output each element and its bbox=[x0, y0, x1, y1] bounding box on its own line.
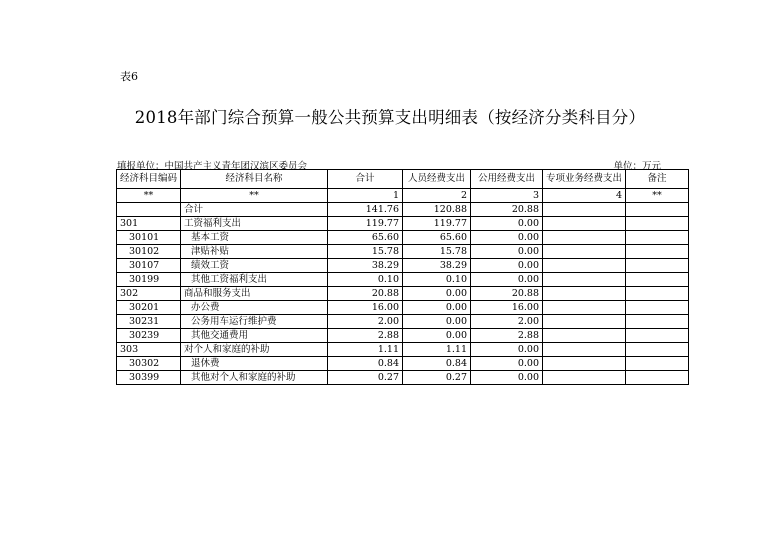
cell-name: 退休费 bbox=[181, 357, 328, 371]
cell-public: 16.00 bbox=[471, 301, 543, 315]
header-row bbox=[117, 170, 689, 189]
table-row bbox=[117, 287, 689, 301]
table-number: 表6 bbox=[120, 70, 138, 83]
cell-personnel: 65.60 bbox=[403, 231, 471, 245]
cell-total: 65.60 bbox=[328, 231, 403, 245]
cell-total: 20.88 bbox=[328, 287, 403, 301]
col-header-code: 经济科目编码 bbox=[117, 170, 181, 189]
cell-special bbox=[543, 371, 626, 385]
cell-personnel: 0.84 bbox=[403, 357, 471, 371]
cell-name: 办公费 bbox=[181, 301, 328, 315]
cell-total: 2.00 bbox=[328, 315, 403, 329]
cell-personnel: 0.00 bbox=[403, 301, 471, 315]
index-cell: 4 bbox=[543, 189, 626, 203]
col-header-special: 专项业务经费支出 bbox=[543, 170, 626, 189]
index-cell: ** bbox=[181, 189, 328, 203]
cell-name: 公务用车运行维护费 bbox=[181, 315, 328, 329]
reporting-unit: 填报单位：中国共产主义青年团汉滨区委员会 bbox=[117, 161, 308, 172]
cell-name: 津贴补贴 bbox=[181, 245, 328, 259]
cell-special bbox=[543, 357, 626, 371]
cell-total: 119.77 bbox=[328, 217, 403, 231]
index-cell: 1 bbox=[328, 189, 403, 203]
cell-code: 30102 bbox=[117, 245, 181, 259]
cell-note bbox=[626, 357, 689, 371]
col-header-public: 公用经费支出 bbox=[471, 170, 543, 189]
cell-note bbox=[626, 371, 689, 385]
cell-special bbox=[543, 343, 626, 357]
cell-name: 其他交通费用 bbox=[181, 329, 328, 343]
cell-special bbox=[543, 301, 626, 315]
cell-name: 其他工资福利支出 bbox=[181, 273, 328, 287]
cell-public: 2.88 bbox=[471, 329, 543, 343]
cell-public: 0.00 bbox=[471, 343, 543, 357]
cell-note bbox=[626, 273, 689, 287]
cell-name: 绩效工资 bbox=[181, 259, 328, 273]
table-row bbox=[117, 203, 689, 217]
table-row bbox=[117, 217, 689, 231]
table-row bbox=[117, 259, 689, 273]
cell-total: 141.76 bbox=[328, 203, 403, 217]
cell-special bbox=[543, 231, 626, 245]
cell-note bbox=[626, 259, 689, 273]
cell-code bbox=[117, 203, 181, 217]
cell-total: 1.11 bbox=[328, 343, 403, 357]
cell-special bbox=[543, 259, 626, 273]
cell-public: 0.00 bbox=[471, 231, 543, 245]
cell-code: 30101 bbox=[117, 231, 181, 245]
col-header-personnel: 人员经费支出 bbox=[403, 170, 471, 189]
cell-total: 38.29 bbox=[328, 259, 403, 273]
table-row bbox=[117, 343, 689, 357]
cell-personnel: 0.00 bbox=[403, 287, 471, 301]
cell-code: 30199 bbox=[117, 273, 181, 287]
cell-name: 合计 bbox=[181, 203, 328, 217]
cell-note bbox=[626, 343, 689, 357]
col-header-total: 合计 bbox=[328, 170, 403, 189]
cell-special bbox=[543, 329, 626, 343]
cell-code: 30239 bbox=[117, 329, 181, 343]
cell-name: 对个人和家庭的补助 bbox=[181, 343, 328, 357]
cell-name: 工资福利支出 bbox=[181, 217, 328, 231]
cell-personnel: 120.88 bbox=[403, 203, 471, 217]
cell-personnel: 0.10 bbox=[403, 273, 471, 287]
col-header-name: 经济科目名称 bbox=[181, 170, 328, 189]
cell-special bbox=[543, 217, 626, 231]
cell-total: 16.00 bbox=[328, 301, 403, 315]
cell-public: 0.00 bbox=[471, 259, 543, 273]
cell-personnel: 0.27 bbox=[403, 371, 471, 385]
cell-code: 30201 bbox=[117, 301, 181, 315]
cell-name: 商品和服务支出 bbox=[181, 287, 328, 301]
cell-total: 15.78 bbox=[328, 245, 403, 259]
cell-special bbox=[543, 245, 626, 259]
table-row bbox=[117, 301, 689, 315]
cell-note bbox=[626, 217, 689, 231]
index-cell: ** bbox=[626, 189, 689, 203]
cell-personnel: 38.29 bbox=[403, 259, 471, 273]
cell-total: 0.84 bbox=[328, 357, 403, 371]
cell-code: 30231 bbox=[117, 315, 181, 329]
table-row bbox=[117, 371, 689, 385]
cell-code: 30107 bbox=[117, 259, 181, 273]
cell-personnel: 1.11 bbox=[403, 343, 471, 357]
cell-public: 0.00 bbox=[471, 217, 543, 231]
budget-table bbox=[116, 169, 689, 385]
cell-name: 其他对个人和家庭的补助 bbox=[181, 371, 328, 385]
cell-note bbox=[626, 301, 689, 315]
cell-public: 0.00 bbox=[471, 357, 543, 371]
table-row bbox=[117, 245, 689, 259]
cell-public: 0.00 bbox=[471, 245, 543, 259]
index-cell: 2 bbox=[403, 189, 471, 203]
cell-note bbox=[626, 315, 689, 329]
col-header-note: 备注 bbox=[626, 170, 689, 189]
cell-code: 30302 bbox=[117, 357, 181, 371]
cell-name: 基本工资 bbox=[181, 231, 328, 245]
cell-note bbox=[626, 203, 689, 217]
cell-code: 303 bbox=[117, 343, 181, 357]
cell-special bbox=[543, 315, 626, 329]
cell-special bbox=[543, 273, 626, 287]
cell-code: 301 bbox=[117, 217, 181, 231]
cell-note bbox=[626, 231, 689, 245]
cell-personnel: 119.77 bbox=[403, 217, 471, 231]
cell-total: 2.88 bbox=[328, 329, 403, 343]
table-row bbox=[117, 231, 689, 245]
cell-public: 0.00 bbox=[471, 273, 543, 287]
cell-code: 302 bbox=[117, 287, 181, 301]
cell-note bbox=[626, 329, 689, 343]
cell-public: 2.00 bbox=[471, 315, 543, 329]
cell-public: 20.88 bbox=[471, 287, 543, 301]
index-cell: 3 bbox=[471, 189, 543, 203]
index-row bbox=[117, 189, 689, 203]
table-row bbox=[117, 273, 689, 287]
cell-personnel: 0.00 bbox=[403, 329, 471, 343]
table-row bbox=[117, 315, 689, 329]
cell-special bbox=[543, 203, 626, 217]
cell-special bbox=[543, 287, 626, 301]
cell-public: 0.00 bbox=[471, 371, 543, 385]
table-row bbox=[117, 357, 689, 371]
cell-note bbox=[626, 245, 689, 259]
cell-code: 30399 bbox=[117, 371, 181, 385]
cell-total: 0.10 bbox=[328, 273, 403, 287]
cell-public: 20.88 bbox=[471, 203, 543, 217]
cell-total: 0.27 bbox=[328, 371, 403, 385]
cell-personnel: 15.78 bbox=[403, 245, 471, 259]
page-title: 2018年部门综合预算一般公共预算支出明细表（按经济分类科目分） bbox=[134, 108, 646, 127]
currency-unit: 单位：万元 bbox=[613, 161, 661, 172]
cell-note bbox=[626, 287, 689, 301]
index-cell: ** bbox=[117, 189, 181, 203]
cell-personnel: 0.00 bbox=[403, 315, 471, 329]
table-row bbox=[117, 329, 689, 343]
